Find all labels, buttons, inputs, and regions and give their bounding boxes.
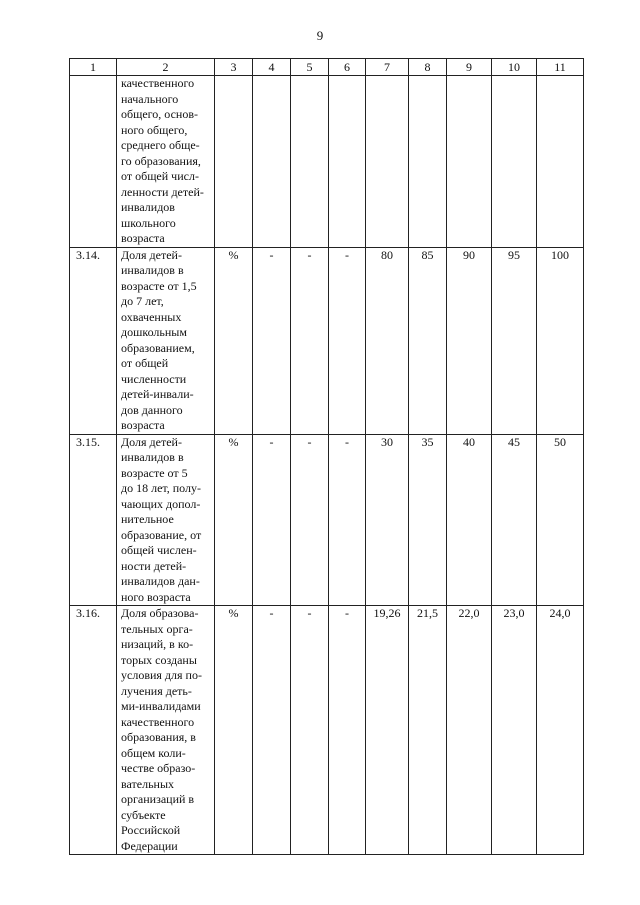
header-cell: 3 — [215, 59, 253, 76]
description-line: ми-инвалидами — [121, 699, 201, 713]
table-row — [70, 76, 584, 248]
value-cell — [329, 76, 366, 248]
row-number: 3.15. — [70, 434, 117, 606]
description-line: возрасте от 1,5 — [121, 278, 197, 293]
description-line: образованием, — [121, 340, 195, 355]
row-description — [117, 247, 215, 434]
value-cell: 24,0 — [537, 606, 584, 855]
description-line: дошкольным — [121, 325, 187, 339]
description-line: вательных — [121, 776, 175, 791]
value-cell — [409, 76, 447, 248]
value-cell — [253, 76, 291, 248]
description-line: общем коли- — [121, 745, 186, 760]
value-cell: 40 — [447, 434, 492, 606]
header-row — [70, 59, 584, 76]
description-line: дов данного — [121, 402, 183, 417]
unit-cell: % — [215, 247, 253, 434]
value-cell: - — [291, 606, 329, 855]
value-cell: 50 — [537, 434, 584, 606]
value-cell — [447, 76, 492, 248]
description-line: общей числен- — [121, 543, 197, 557]
header-cell: 11 — [537, 59, 584, 76]
value-cell: 30 — [366, 434, 409, 606]
description-line: Доля детей- — [121, 247, 182, 262]
description-line: возрасте от 5 — [121, 465, 188, 480]
description-line: численности — [121, 371, 187, 386]
description-line: торых созданы — [121, 652, 197, 667]
description-line: от общей — [121, 356, 169, 370]
description-line: лучения деть- — [121, 683, 192, 698]
description-line: качественного — [121, 714, 195, 729]
header-cell: 10 — [492, 59, 537, 76]
description-line: школьного — [121, 215, 176, 230]
row-number: 3.14. — [70, 247, 117, 434]
header-cell: 2 — [117, 59, 215, 76]
value-cell: 21,5 — [409, 606, 447, 855]
description-line: образование, от — [121, 527, 202, 542]
value-cell: - — [253, 247, 291, 434]
description-line: честве образо- — [121, 761, 196, 775]
description-line: го образования, — [121, 153, 201, 168]
row-description — [117, 606, 215, 855]
description-line: среднего обще- — [121, 138, 200, 152]
description-line: ного общего, — [121, 122, 188, 137]
description-line: инвалидов в — [121, 263, 184, 277]
value-cell — [291, 76, 329, 248]
value-cell: 22,0 — [447, 606, 492, 855]
description-line: организаций в — [121, 792, 195, 806]
value-cell: 90 — [447, 247, 492, 434]
value-cell: 95 — [492, 247, 537, 434]
value-cell — [492, 76, 537, 248]
page-number: 9 — [316, 28, 324, 43]
description-line: детей-инвали- — [121, 387, 194, 401]
indicator-table — [69, 58, 584, 855]
description-line: субъекте — [121, 807, 166, 822]
value-cell: - — [291, 434, 329, 606]
description-line: инвалидов дан- — [121, 574, 200, 588]
description-line: тельных орга- — [121, 621, 193, 636]
description-line: качественного — [121, 76, 195, 90]
description-line: низаций, в ко- — [121, 637, 194, 651]
unit-cell — [215, 76, 253, 248]
description-line: инвалидов в — [121, 450, 184, 464]
header-cell: 6 — [329, 59, 366, 76]
description-line: ности детей- — [121, 558, 187, 573]
row-number: 3.16. — [70, 606, 117, 855]
description-line: ленности детей- — [121, 184, 204, 199]
table-body — [70, 76, 584, 855]
description-line: до 7 лет, — [121, 294, 164, 308]
value-cell: 35 — [409, 434, 447, 606]
description-line: Российской — [121, 823, 181, 837]
table-row — [70, 606, 584, 855]
description-line: охваченных — [121, 309, 182, 324]
description-line: условия для по- — [121, 668, 202, 682]
description-line: начального — [121, 91, 179, 106]
value-cell: - — [253, 606, 291, 855]
description-line: Федерации — [121, 838, 178, 853]
description-line: общего, основ- — [121, 107, 199, 121]
row-number — [70, 76, 117, 248]
value-cell: 45 — [492, 434, 537, 606]
description-line: ного возраста — [121, 589, 191, 604]
value-cell: - — [329, 434, 366, 606]
value-cell — [366, 76, 409, 248]
value-cell: 23,0 — [492, 606, 537, 855]
value-cell: - — [329, 606, 366, 855]
description-line: возраста — [121, 231, 165, 245]
unit-cell: % — [215, 434, 253, 606]
value-cell: - — [291, 247, 329, 434]
header-cell: 8 — [409, 59, 447, 76]
description-line: до 18 лет, полу- — [121, 481, 202, 495]
header-cell: 7 — [366, 59, 409, 76]
table-row — [70, 434, 584, 606]
value-cell: 100 — [537, 247, 584, 434]
description-line: инвалидов — [121, 200, 175, 214]
table-row — [70, 247, 584, 434]
description-line: чающих допол- — [121, 496, 201, 511]
row-description — [117, 76, 215, 248]
header-cell: 4 — [253, 59, 291, 76]
description-line: Доля детей- — [121, 434, 182, 449]
description-line: образования, в — [121, 730, 196, 744]
value-cell: 19,26 — [366, 606, 409, 855]
value-cell — [537, 76, 584, 248]
description-line: возраста — [121, 418, 165, 432]
description-line: нительное — [121, 512, 174, 526]
header-cell: 9 — [447, 59, 492, 76]
value-cell: 85 — [409, 247, 447, 434]
header-cell: 5 — [291, 59, 329, 76]
header-cell: 1 — [70, 59, 117, 76]
value-cell: 80 — [366, 247, 409, 434]
value-cell: - — [253, 434, 291, 606]
description-line: от общей числ- — [121, 169, 199, 183]
unit-cell: % — [215, 606, 253, 855]
row-description — [117, 434, 215, 606]
description-line: Доля образова- — [121, 606, 199, 620]
value-cell: - — [329, 247, 366, 434]
